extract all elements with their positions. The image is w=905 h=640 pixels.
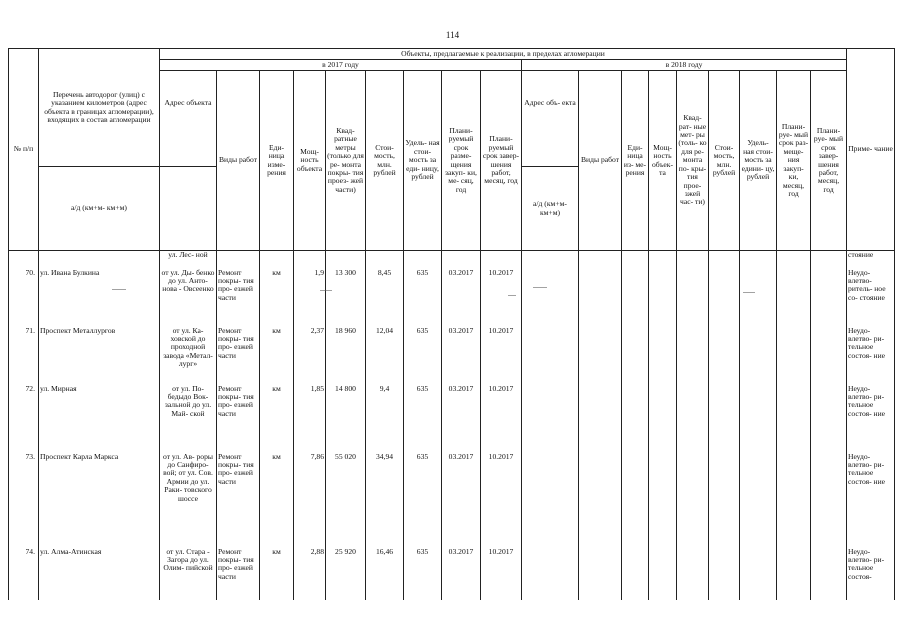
row-number: 73. [9,453,39,548]
row-note: Неудо- влетво- ритель- ное со- стояние [847,269,895,327]
row-sqm: 25 920 [326,548,366,600]
row-address: от ул. По- бедыдо Вок- зальной до ул. Май- ской [160,385,217,453]
roads-table [8,48,895,600]
row-road: ул. Мирная [39,385,160,453]
header-completion-2018: Плани- руе- мый срок завер- шения работ, месяц, год [811,71,847,251]
row-cost: 8,45 [366,269,404,327]
header-roads-sub: а/д (км+м- км+м) [39,167,160,251]
row-address: от ул. Ав- роры до Санфиро- вой; от ул. Сов. Армии до ул. Раки- товского шоссе [160,453,217,548]
row-capacity: 1,9 [294,269,326,327]
header-address-2017-sub [160,167,217,251]
scan-smudge [743,292,755,293]
table-row [9,385,895,453]
header-work-2017: Виды работ [217,71,260,251]
row-unit: км [260,327,294,385]
header-unit-2017: Еди- ница изме- рения [260,71,294,251]
row-unit: км [260,453,294,548]
header-cost-2017: Стои- мость, млн. рублей [366,71,404,251]
row-unit: км [260,548,294,600]
row-cost: 34,94 [366,453,404,548]
row-number: 74. [9,548,39,600]
row-placement: 03.2017 [442,548,481,600]
row-cost: 16,46 [366,548,404,600]
row-work: Ремонт покры- тия про- езжей части [217,548,260,600]
row-work: Ремонт покры- тия про- езжей части [217,385,260,453]
header-notes: Приме- чание [847,49,895,251]
row-placement: 03.2017 [442,453,481,548]
header-work-2018: Виды работ [579,71,622,251]
row-sqm: 55 020 [326,453,366,548]
table-row [9,327,895,385]
row-note: Неудо- влетво- ри- тельное состоя- ние [847,385,895,453]
header-year-2018: в 2018 году [522,60,847,71]
scan-smudge [112,289,126,290]
row-address: от ул. Стара - Загора до ул. Олим- пийской [160,548,217,600]
row-address: от ул. Ка- ховской до проходной завода «Метал- лург» [160,327,217,385]
header-completion-2017: Плани- руемый срок завер- шения работ, месяц, год [481,71,522,251]
row-sqm: 18 960 [326,327,366,385]
row-capacity: 2,37 [294,327,326,385]
row-number: 70. [9,269,39,327]
row-sqm: 14 800 [326,385,366,453]
row-work: Ремонт покры- тия про- езжей части [217,453,260,548]
scan-smudge [533,287,547,288]
header-year-2017: в 2017 году [160,60,522,71]
header-address-2018-sub: а/д (км+м- км+м) [522,167,579,251]
row-unit: км [260,385,294,453]
page-number: 114 [445,30,460,40]
table-row [9,269,895,327]
row-capacity: 1,85 [294,385,326,453]
row-completion: 10.2017 [481,548,522,600]
table-row [9,453,895,548]
table-row [9,548,895,600]
header-address-2017: Адрес объекта [160,71,217,167]
row-completion: 10.2017 [481,385,522,453]
header-number: № п/п [9,49,39,251]
table-row-carry [9,251,895,269]
row-cost: 9,4 [366,385,404,453]
header-cost-2018: Стои- мость, млн. рублей [709,71,740,251]
row-capacity: 2,88 [294,548,326,600]
header-unit-2018: Еди- ница из- ме- рения [622,71,649,251]
header-capacity-2018: Мощ- ность объек- та [649,71,677,251]
header-capacity-2017: Мощ- ность объекта [294,71,326,251]
header-sqm-2017: Квад- ратные метры (только для ре- монта покры- тия проез- жей части) [326,71,366,251]
row-unit-cost: 635 [404,269,442,327]
row-unit-cost: 635 [404,327,442,385]
header-roads: Перечень автодорог (улиц) с указанием километров (адрес объекта в границах агломерации), входящих в состав агломерации [39,49,160,167]
header-placement-2018: Плани- руе- мый срок раз- меще- ния закуп- ки, месяц, год [777,71,811,251]
row-unit: км [260,269,294,327]
carry-note: стояние [847,251,895,269]
row-note: Неудо- влетво- ри- тельное состоя- [847,548,895,600]
row-completion: 10.2017 [481,269,522,327]
row-road: ул. Ивана Булкина [39,269,160,327]
row-road: Проспект Металлургов [39,327,160,385]
row-note: Неудо- влетво- ри- тельное состоя- ние [847,327,895,385]
row-unit-cost: 635 [404,548,442,600]
row-work: Ремонт покры- тия про- езжей части [217,269,260,327]
row-road: Проспект Карла Маркса [39,453,160,548]
row-road: ул. Алма-Атинская [39,548,160,600]
row-capacity: 7,86 [294,453,326,548]
scan-smudge [320,290,332,291]
scan-smudge [508,295,516,296]
row-cost: 12,04 [366,327,404,385]
header-sqm-2018: Квад- рат- ные мет- ры (толь- ко для ре- монта по- кры- тия прое- зжей час- ти) [677,71,709,251]
header-placement-2017: Плани- руемый срок разме- щения закуп- ки, ме- сяц, год [442,71,481,251]
header-unit-cost-2017: Удель- ная стои- мость за еди- ницу, рублей [404,71,442,251]
row-address: от ул. Ды- бенко до ул. Анто- нова - Овсеенко [160,269,217,327]
document-table-wrapper [8,48,894,600]
row-sqm: 13 300 [326,269,366,327]
row-work: Ремонт покры- тия про- езжей части [217,327,260,385]
header-address-2018: Адрес объ- екта [522,71,579,167]
row-unit-cost: 635 [404,453,442,548]
row-placement: 03.2017 [442,385,481,453]
row-placement: 03.2017 [442,269,481,327]
row-note: Неудо- влетво- ри- тельное состоя- ние [847,453,895,548]
row-unit-cost: 635 [404,385,442,453]
row-number: 72. [9,385,39,453]
row-number: 71. [9,327,39,385]
row-completion: 10.2017 [481,453,522,548]
row-placement: 03.2017 [442,327,481,385]
carry-address: ул. Лес- ной [160,251,217,269]
row-completion: 10.2017 [481,327,522,385]
header-group-title: Объекты, предлагаемые к реализации, в пределах агломерации [160,49,847,60]
header-unit-cost-2018: Удель- ная стои- мость за едини- цу, рублей [740,71,777,251]
